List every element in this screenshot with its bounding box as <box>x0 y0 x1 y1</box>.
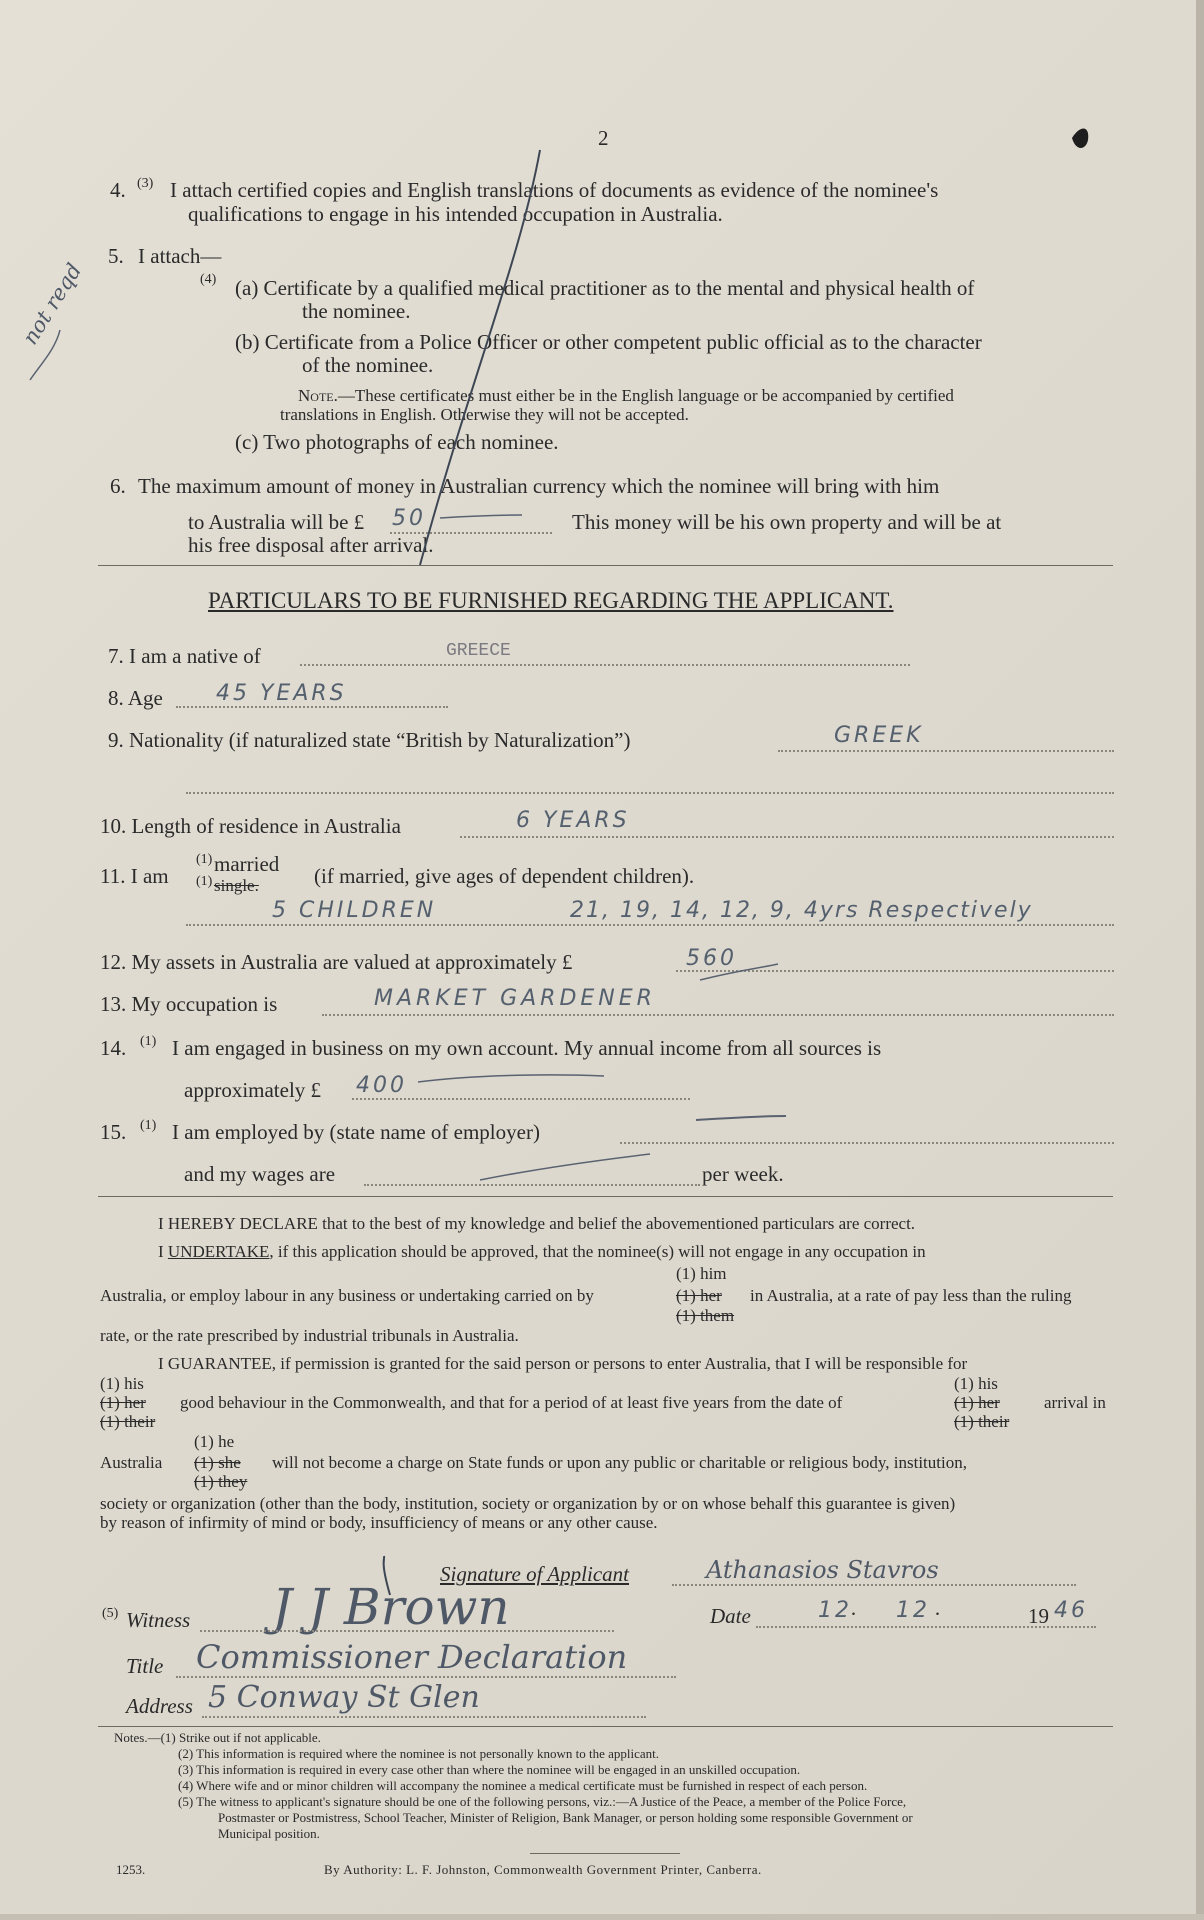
employer-dash <box>696 1116 786 1120</box>
q7-value: GREECE <box>446 641 511 661</box>
q9-value: GREEK <box>834 723 924 748</box>
q12-value: 560 <box>686 946 737 971</box>
address-line <box>202 1716 646 1718</box>
address-label: Address <box>126 1694 193 1718</box>
date-year-suffix: 46 <box>1054 1598 1088 1623</box>
item-5a-footnote: (4) <box>200 272 217 287</box>
income-dash <box>418 1075 604 1082</box>
item-5-number: 5. <box>108 244 124 268</box>
title-value: Commissioner Declaration <box>196 1638 628 1676</box>
q11-label-b: (if married, give ages of dependent children). <box>314 864 695 888</box>
date-label: Date <box>710 1604 751 1628</box>
note-line-2: translations in English. Otherwise they will not be accepted. <box>280 405 689 424</box>
q8-label: 8. Age <box>108 686 163 710</box>
item-5b-line-2: of the nominee. <box>302 353 434 377</box>
note-4: (4) Where wife and or minor children will accompany the nominee a medical certificate must be furnished in respect of each person. <box>178 1778 868 1793</box>
item-6-line-2a: to Australia will be £ <box>188 510 365 534</box>
note-5-line-1: (5) The witness to applicant's signature should be one of the following persons, viz.:—A Justice of the Peace, a member of the Police Force, <box>178 1794 907 1809</box>
printer-credit: By Authority: L. F. Johnston, Commonwealth Government Printer, Canberra. <box>324 1862 762 1877</box>
date-month: 12 <box>896 1598 930 1623</box>
q11-single-footnote: (1) <box>196 874 213 889</box>
money-amount-value: 50 <box>392 506 426 531</box>
applicant-signature: Athanasios Stavros <box>706 1556 939 1584</box>
q15-footnote: (1) <box>140 1118 157 1133</box>
option-their-1: (1) their <box>100 1412 156 1431</box>
form-number: 1253. <box>116 1862 146 1877</box>
undertake-line-2b: in Australia, at a rate of pay less than the ruling <box>750 1286 1072 1305</box>
option-their-2: (1) their <box>954 1412 1010 1431</box>
item-4-line-2: qualifications to engage in his intended occupation in Australia. <box>188 202 723 226</box>
q13-line <box>322 1014 1114 1016</box>
ink-blot <box>1072 128 1088 148</box>
item-5a-line-2: the nominee. <box>302 299 411 323</box>
item-5-text: I attach— <box>138 244 222 268</box>
q11-option-married: married <box>214 852 280 876</box>
q15-number: 15. <box>100 1120 127 1144</box>
note-5-line-3: Municipal position. <box>218 1826 320 1841</box>
option-they: (1) they <box>194 1472 248 1491</box>
q14-footnote: (1) <box>140 1034 157 1049</box>
note-5-line-2: Postmaster or Postmistress, School Teacher, Minister of Religion, Bank Manager, or person holding some responsible Government or <box>218 1810 913 1825</box>
notes-head: Notes.—(1) Strike out if not applicable. <box>114 1730 321 1745</box>
q13-value: MARKET GARDENER <box>374 986 656 1011</box>
item-6-number: 6. <box>110 474 126 498</box>
notes-divider <box>98 1726 1113 1727</box>
title-line <box>176 1676 676 1678</box>
footer-divider <box>530 1853 680 1854</box>
item-6-line-3: his free disposal after arrival. <box>188 533 434 557</box>
guarantee-line-2: good behaviour in the Commonwealth, and that for a period of at least five years from the date of <box>180 1393 843 1412</box>
q14-line <box>352 1098 690 1100</box>
q9-label: 9. Nationality (if naturalized state “British by Naturalization”) <box>108 728 631 752</box>
guarantee-line-3b: will not become a charge on State funds or upon any public or charitable or religious body, institution, <box>272 1453 967 1472</box>
guarantee-line-3a: Australia <box>100 1453 163 1472</box>
q8-value: 45 YEARS <box>216 681 347 706</box>
title-label: Title <box>126 1654 164 1678</box>
section-divider <box>98 565 1113 566</box>
paper-edge-bottom <box>0 1914 1204 1920</box>
date-sep-1: · <box>850 1602 857 1626</box>
q11-line <box>186 924 1114 926</box>
q7-line <box>300 664 910 666</box>
margin-note: not reqd <box>18 259 87 349</box>
witness-line <box>200 1630 614 1632</box>
note-3: (3) This information is required in every case other than where the nominee will be engaged in an unskilled occupation. <box>178 1762 801 1777</box>
q8-line <box>176 706 448 708</box>
q15-line-2a: and my wages are <box>184 1162 336 1186</box>
q10-value: 6 YEARS <box>516 808 630 833</box>
item-5b-line-1: (b) Certificate from a Police Officer or other competent public official as to the character <box>235 330 982 354</box>
item-4-number: 4. <box>110 178 126 202</box>
q14-number: 14. <box>100 1036 127 1060</box>
note-text: —These certificates must either be in the English language or be accompanied by certified <box>337 386 954 405</box>
option-her-1: (1) her <box>100 1393 146 1412</box>
option-he: (1) he <box>194 1432 235 1451</box>
option-she: (1) she <box>194 1453 241 1472</box>
guarantee-line-2b: arrival in <box>1044 1393 1106 1412</box>
item-5a-line-1: (a) Certificate by a qualified medical practitioner as to the mental and physical health of <box>235 276 975 300</box>
paper-edge <box>1196 0 1204 1920</box>
signature-line <box>672 1584 1076 1586</box>
wages-dash <box>480 1154 650 1180</box>
option-his-1: (1) his <box>100 1374 144 1393</box>
item-4-line-1: I attach certified copies and English translations of documents as evidence of the nominee's <box>170 178 939 202</box>
q14-line-2: approximately £ <box>184 1078 322 1102</box>
date-line <box>756 1626 1096 1628</box>
guarantee-line-1: I GUARANTEE, if permission is granted for the said person or persons to enter Australia, that I will be responsible for <box>158 1354 968 1373</box>
option-her-2: (1) her <box>954 1393 1000 1412</box>
option-his-2: (1) his <box>954 1374 998 1393</box>
item-6-line-1: The maximum amount of money in Australian currency which the nominee will bring with him <box>138 474 940 498</box>
q10-line <box>460 836 1114 838</box>
q10-label: 10. Length of residence in Australia <box>100 814 401 838</box>
declare-text: I HEREBY DECLARE that to the best of my knowledge and belief the abovementioned particulars are correct. <box>158 1214 916 1233</box>
item-4-footnote: (3) <box>137 176 154 191</box>
undertake-word: UNDERTAKE <box>167 1242 270 1261</box>
undertake-line-3: rate, or the rate prescribed by industrial tribunals in Australia. <box>100 1326 519 1345</box>
q7-label: 7. I am a native of <box>108 644 261 668</box>
q9-line <box>778 750 1114 752</box>
undertake-rest: , if this application should be approved, that the nominee(s) will not engage in any occupation in <box>269 1242 926 1261</box>
section-heading: PARTICULARS TO BE FURNISHED REGARDING THE APPLICANT. <box>208 588 894 613</box>
q11-children-count: 5 CHILDREN <box>272 898 437 923</box>
date-sep-2: · <box>934 1602 941 1626</box>
note-line-1 <box>298 386 954 406</box>
q15-wages-line <box>364 1184 700 1186</box>
option-him: (1) him <box>676 1264 727 1283</box>
q13-label: 13. My occupation is <box>100 992 278 1016</box>
option-her: (1) her <box>676 1286 722 1305</box>
witness-label: Witness <box>126 1608 191 1632</box>
date-year-prefix: 19 <box>1028 1604 1049 1628</box>
q11-children-ages: 21, 19, 14, 12, 9, 4yrs Respectively <box>570 898 1033 923</box>
guarantee-line-5: by reason of infirmity of mind or body, insufficiency of means or any other cause. <box>100 1513 658 1532</box>
note-label: Note. <box>298 386 338 405</box>
address-value: 5 Conway St Glen <box>208 1680 480 1715</box>
q14-line-1: I am engaged in business on my own account. My annual income from all sources is <box>172 1036 882 1060</box>
q14-value: 400 <box>356 1073 407 1098</box>
q11-label-a: 11. I am <box>100 864 169 888</box>
item-6-line-2b: This money will be his own property and will be at <box>572 510 1002 534</box>
page-number: 2 <box>598 126 609 150</box>
witness-signature: J J Brown <box>272 1578 510 1636</box>
guarantee-line-4: society or organization (other than the body, institution, society or organization by or on whose behalf this guarantee is given) <box>100 1494 956 1513</box>
q12-line <box>676 970 1114 972</box>
q15-line-2b: per week. <box>702 1162 784 1186</box>
q15-line-1: I am employed by (state name of employer) <box>172 1120 540 1144</box>
undertake-text <box>158 1242 926 1262</box>
note-2: (2) This information is required where the nominee is not personally known to the applicant. <box>178 1746 660 1761</box>
witness-footnote: (5) <box>102 1606 119 1621</box>
signature-label-text: Signature of Applicant <box>440 1562 629 1586</box>
q9-line-2 <box>186 792 1114 794</box>
undertake-lead: I <box>158 1242 168 1261</box>
q15-employer-line <box>620 1142 1114 1144</box>
undertake-line-2a: Australia, or employ labour in any business or undertaking carried on by <box>100 1286 594 1305</box>
money-dash <box>440 515 522 518</box>
q11-married-footnote: (1) <box>196 852 213 867</box>
q11-option-single: single. <box>214 876 259 895</box>
declaration-divider <box>98 1196 1113 1197</box>
q12-label: 12. My assets in Australia are valued at approximately £ <box>100 950 573 974</box>
item-5c-line: (c) Two photographs of each nominee. <box>235 430 559 454</box>
option-them: (1) them <box>676 1306 735 1325</box>
date-day: 12 <box>818 1598 852 1623</box>
